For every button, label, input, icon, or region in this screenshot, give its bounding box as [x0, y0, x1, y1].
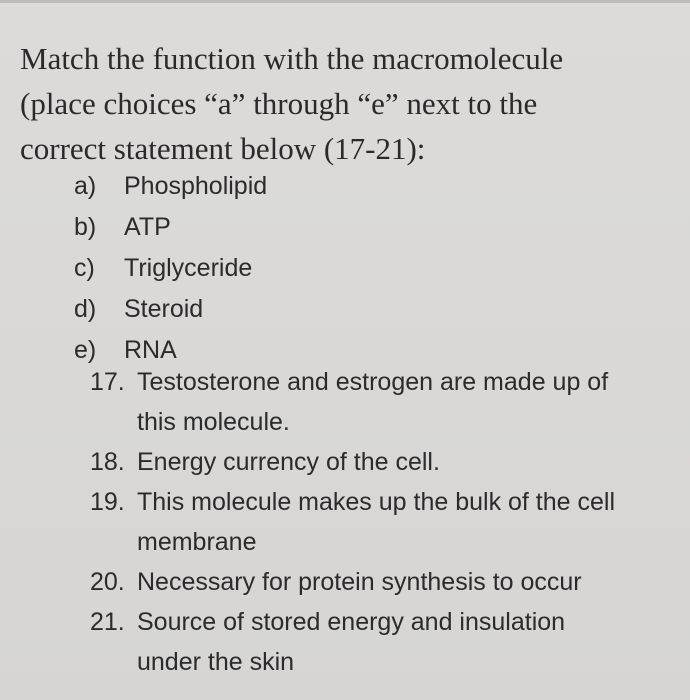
matching-question-prompt: Match the function with the macromolecule (place choices “a” through “e” next to the correct statement below (17-21):	[20, 41, 564, 166]
statement-20	[90, 562, 650, 602]
statement-number: 19.	[90, 488, 125, 516]
statement-19	[90, 482, 650, 562]
choice-a	[74, 166, 267, 207]
statement-number: 17.	[90, 368, 125, 396]
statement-18	[90, 442, 650, 482]
choice-c	[74, 248, 267, 289]
statement-list	[90, 362, 650, 682]
choice-d	[74, 289, 267, 330]
choice-letter: d)	[74, 295, 97, 323]
answer-choices-list	[74, 166, 267, 371]
choice-b	[74, 207, 267, 248]
statement-21	[90, 602, 650, 682]
statement-text: Testosterone and estrogen are made up of this molecule.	[137, 368, 609, 436]
worksheet-page	[18, 28, 668, 688]
statement-number: 20.	[90, 568, 125, 596]
statement-text: Energy currency of the cell.	[137, 448, 440, 476]
choice-text: Phospholipid	[124, 172, 268, 200]
choice-text: ATP	[124, 213, 171, 241]
choice-letter: e)	[74, 336, 97, 364]
choice-letter: b)	[74, 213, 97, 241]
choice-letter: c)	[74, 254, 95, 282]
statement-number: 18.	[90, 448, 125, 476]
statement-text: Necessary for protein synthesis to occur	[137, 568, 582, 596]
statement-number: 21.	[90, 608, 125, 636]
choice-text: Triglyceride	[124, 254, 253, 282]
statement-text: This molecule makes up the bulk of the cell membrane	[137, 488, 616, 556]
choice-text: RNA	[124, 336, 177, 364]
choice-letter: a)	[74, 172, 97, 200]
statement-text: Source of stored energy and insulation under the skin	[137, 608, 566, 676]
statement-17	[90, 362, 650, 442]
top-edge-line	[0, 0, 690, 3]
choice-text: Steroid	[124, 295, 204, 323]
